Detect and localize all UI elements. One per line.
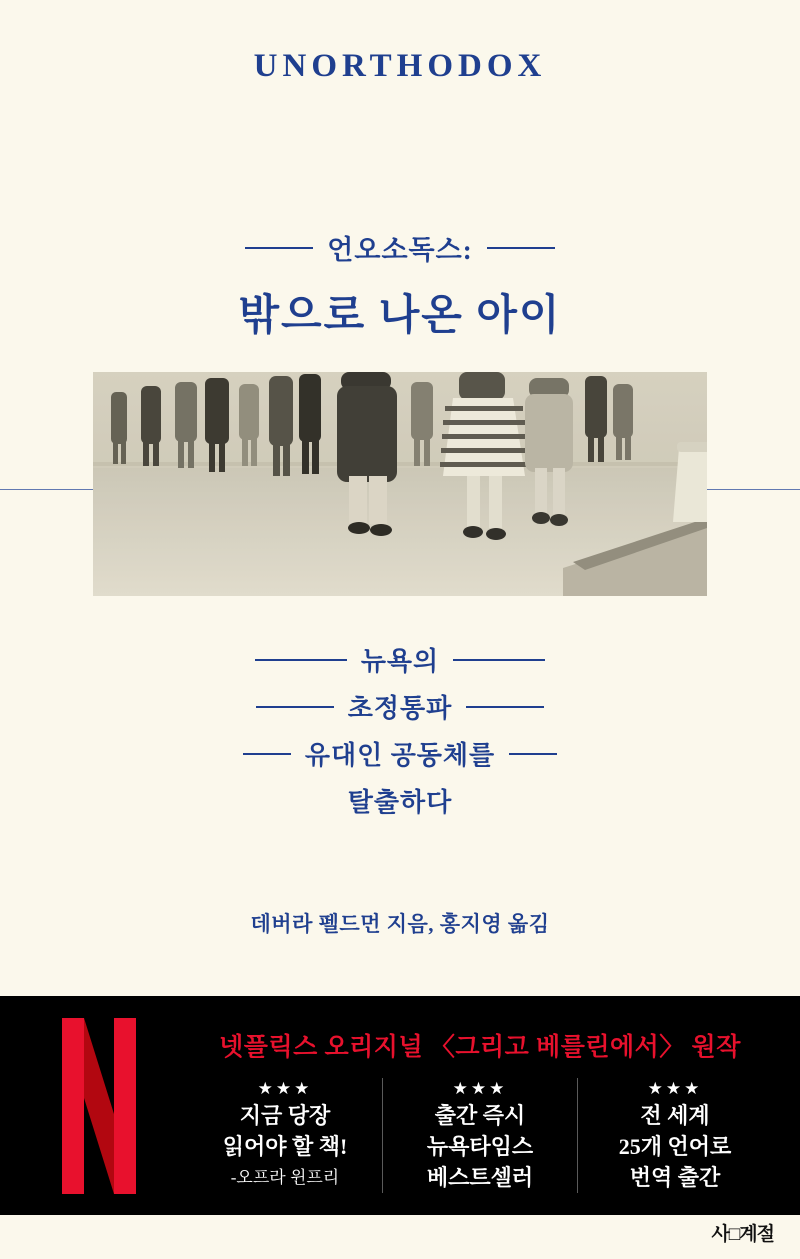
korean-subtitle-row bbox=[0, 228, 800, 267]
quote-line: 출간 즉시 bbox=[434, 1103, 526, 1128]
quote-line: 지금 당장 bbox=[239, 1103, 331, 1128]
english-title: UNORTHODOX bbox=[253, 48, 547, 84]
tagline-row bbox=[0, 777, 800, 824]
quote-line: 뉴욕타임스 bbox=[426, 1134, 534, 1159]
star-rating: ★★★ bbox=[452, 1079, 508, 1098]
quote-columns bbox=[170, 1078, 790, 1193]
rule-right bbox=[466, 706, 544, 708]
quote-line: 베스트셀러 bbox=[426, 1165, 534, 1190]
netflix-headline: 넷플릭스 오리지널 〈그리고 베를린에서〉 원작 bbox=[219, 1034, 741, 1061]
rule-right bbox=[453, 659, 545, 661]
publisher-logo: 사□계절 bbox=[711, 1224, 774, 1245]
tagline-row bbox=[0, 730, 800, 777]
rule-left bbox=[245, 247, 313, 249]
quote-line: 25개 언어로 bbox=[618, 1134, 732, 1159]
quote-line: 번역 출간 bbox=[629, 1165, 721, 1190]
quote-column bbox=[188, 1078, 382, 1193]
netflix-n-logo-icon bbox=[62, 1018, 136, 1194]
korean-subtitle: 언오소독스: bbox=[327, 235, 473, 265]
quote-column bbox=[382, 1078, 577, 1193]
star-rating: ★★★ bbox=[257, 1079, 313, 1098]
korean-title: 밖으로 나온 아이 bbox=[238, 293, 562, 339]
quote-column bbox=[577, 1078, 772, 1193]
rule-right bbox=[487, 247, 555, 249]
author-translator-line: 데버라 펠드먼 지음, 홍지영 옮김 bbox=[250, 912, 550, 936]
tagline-row bbox=[0, 683, 800, 730]
rule-left bbox=[256, 706, 334, 708]
tagline-text: 유대인 공동체를 bbox=[304, 741, 496, 770]
tagline-text: 탈출하다 bbox=[347, 788, 453, 817]
rule-left bbox=[255, 659, 347, 661]
star-rating: ★★★ bbox=[647, 1079, 703, 1098]
quote-line: 전 세계 bbox=[640, 1103, 710, 1128]
cover-photograph bbox=[93, 372, 707, 596]
rule-left bbox=[243, 753, 291, 755]
quote-line: 읽어야 할 책! bbox=[222, 1134, 348, 1159]
tagline-text: 초정통파 bbox=[347, 694, 453, 723]
rule-right bbox=[509, 753, 557, 755]
tagline-text: 뉴욕의 bbox=[360, 647, 440, 676]
tagline-row bbox=[0, 636, 800, 683]
tagline-block bbox=[0, 636, 800, 824]
quote-attribution: -오프라 윈프리 bbox=[230, 1168, 340, 1187]
